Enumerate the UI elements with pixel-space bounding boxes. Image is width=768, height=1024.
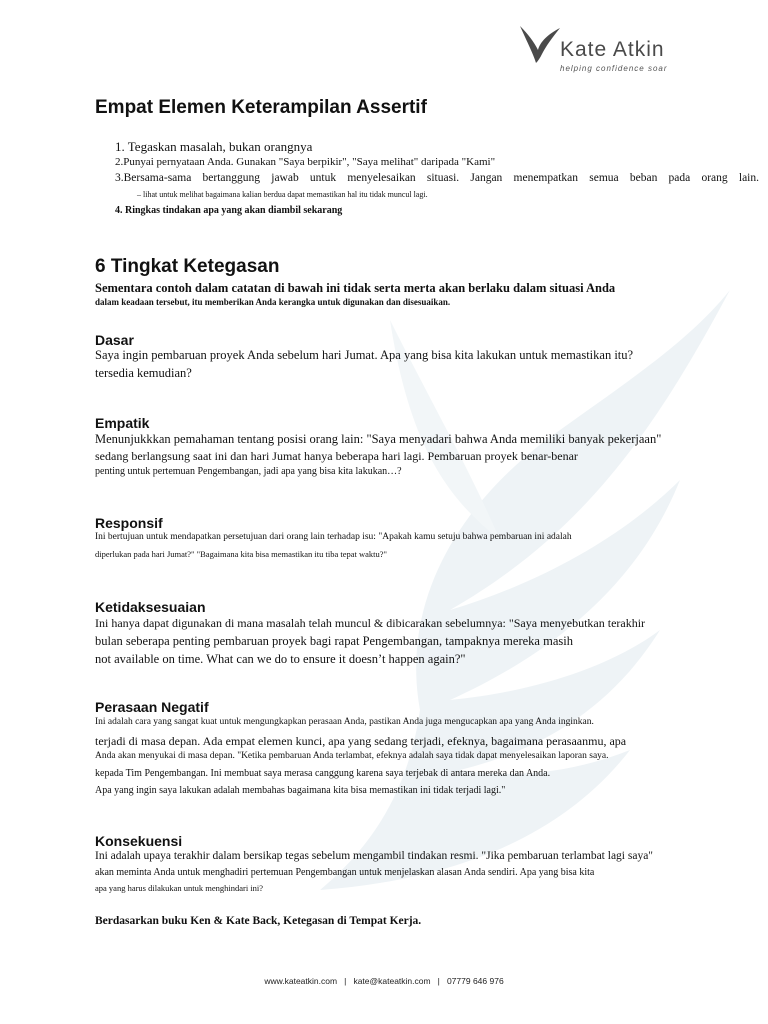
element-item-4: 4. Ringkas tindakan apa yang akan diambil sekarang (115, 205, 343, 216)
level-heading-perasaan-negatif: Perasaan Negatif (95, 699, 209, 715)
element-item-3-note: – lihat untuk melihat bagaimana kalian berdua dapat memastikan hal itu tidak muncul lagi. (137, 190, 428, 199)
level-text-line: akan meminta Anda untuk menghadiri pertemuan Pengembangan untuk menjelaskan alasan Anda sendiri. Apa yang bisa kita (95, 867, 595, 878)
level-heading-konsekuensi: Konsekuensi (95, 833, 183, 849)
level-heading-empatik: Empatik (95, 415, 150, 431)
level-text-line: kepada Tim Pengembangan. Ini membuat saya merasa canggung karena saya terjebak di antara mereka dan Anda. (95, 768, 551, 779)
section-title-four-elements: Empat Elemen Keterampilan Assertif (95, 97, 427, 118)
level-text-line: penting untuk pertemuan Pengembangan, jadi apa yang bisa kita lakukan…? (95, 466, 402, 477)
level-text-line: diperlukan pada hari Jumat?" "Bagaimana kita bisa memastikan itu tiba tepat waktu?" (95, 549, 387, 559)
logo-tagline: helping confidence soar (560, 64, 668, 73)
level-text-line: terjadi di masa depan. Ada empat elemen kunci, apa yang sedang terjadi, efeknya, bagaimana perasaanmu, apa (95, 734, 627, 748)
level-text-line: Anda akan menyukai di masa depan. "Ketika pembaruan Anda terlambat, efeknya adalah saya tidak dapat menyelesaikan laporan saya. (95, 751, 609, 761)
element-item-2: 2.Punyai pernyataan Anda. Gunakan "Saya berpikir", "Saya melihat" daripada "Kami" (115, 156, 496, 168)
level-text-line: not available on time. What can we do to ensure it doesn’t happen again?" (95, 652, 466, 666)
level-text-line: Apa yang ingin saya lakukan adalah membahas bagaimana kita bisa memastikan ini tidak terjadi lagi." (95, 785, 506, 796)
company-logo (516, 24, 676, 76)
level-text-line: tersedia kemudian? (95, 366, 192, 380)
section-title-six-levels: 6 Tingkat Ketegasan (95, 256, 280, 277)
closing-reference: Berdasarkan buku Ken & Kate Back, Ketegasan di Tempat Kerja. (95, 915, 422, 927)
level-text-line: bulan seberapa penting pembaruan proyek bagi rapat Pengembangan, tampaknya mereka masih (95, 634, 573, 648)
level-heading-ketidaksesuaian: Ketidaksesuaian (95, 599, 206, 615)
level-text-line: sedang berlangsung saat ini dan hari Jumat hanya beberapa hari lagi. Pembaruan proyek benar-benar (95, 449, 578, 463)
footer-contact: www.kateatkin.com | kate@kateatkin.com | 07779 646 976 (264, 976, 504, 986)
level-text-line: Saya ingin pembaruan proyek Anda sebelum hari Jumat. Apa yang bisa kita lakukan untuk memastikan itu? (95, 348, 634, 362)
levels-intro-small: dalam keadaan tersebut, itu memberikan Anda kerangka untuk digunakan dan disesuaikan. (95, 297, 451, 307)
level-heading-responsif: Responsif (95, 515, 163, 531)
eagle-logo-icon (518, 24, 562, 64)
level-text-line: Menunjukkkan pemahaman tentang posisi orang lain: "Saya menyadari bahwa Anda memiliki banyak pekerjaan" (95, 432, 662, 446)
level-text-line: Ini adalah upaya terakhir dalam bersikap tegas sebelum mengambil tindakan resmi. "Jika pembaruan terlambat lagi saya" (95, 850, 653, 862)
level-text-line: Ini hanya dapat digunakan di mana masalah telah muncul & dibicarakan sebelumnya: "Saya menyebutkan terakhir (95, 616, 646, 630)
element-item-3: 3.Bersama-sama bertanggung jawab untuk menyelesaikan situasi. Jangan menempatkan semua beban pada orang lain. (115, 172, 759, 184)
level-text-line: Ini adalah cara yang sangat kuat untuk mengungkapkan perasaan Anda, pastikan Anda juga mengucapkan apa yang Anda inginkan. (95, 717, 594, 727)
level-text-line: Ini bertujuan untuk mendapatkan persetujuan dari orang lain terhadap isu: "Apakah kamu setuju bahwa pembaruan ini adalah (95, 532, 572, 542)
level-text-line: apa yang harus dilakukan untuk menghindari ini? (95, 883, 264, 893)
levels-intro: Sementara contoh dalam catatan di bawah ini tidak serta merta akan berlaku dalam situasi Anda (95, 281, 616, 295)
level-heading-dasar: Dasar (95, 332, 134, 348)
element-item-1: 1. Tegaskan masalah, bukan orangnya (115, 139, 313, 154)
logo-name: Kate Atkin (560, 38, 665, 61)
